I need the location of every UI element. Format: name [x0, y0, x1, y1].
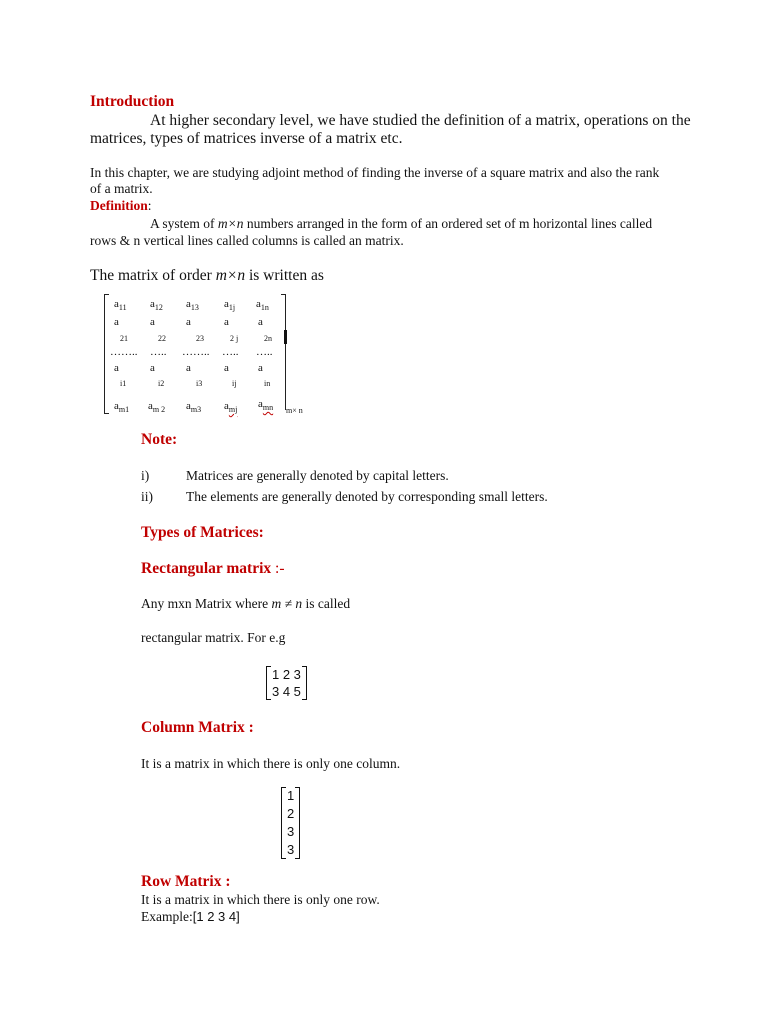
element-a12: $a_{12}$ [150, 298, 163, 313]
order-mxn: m×n [215, 267, 246, 284]
definition-mxn: m×n [217, 216, 244, 231]
order-pre: The matrix of order [90, 267, 216, 284]
rectangular-heading-line [141, 560, 285, 578]
column-text: It is a matrix in which there is only one column. [141, 756, 401, 771]
element-a11: $a_{11}$ [114, 298, 127, 313]
rectangular-heading: Rectangular matrix [141, 560, 272, 577]
matrix-row: 3 4 5 [272, 684, 301, 699]
element-a2n-letter: a [258, 316, 263, 328]
rectangular-line-1 [141, 596, 350, 612]
element-a2n-sub: 2n [264, 334, 272, 343]
element-a21-letter: a [114, 316, 119, 328]
element-a13: $a_{13}$ [186, 298, 199, 313]
element-a1j: $a_{1j}$ [224, 298, 236, 313]
definition-line-2: rows & n vertical lines called columns is called an matrix. [90, 233, 404, 248]
element-a23-sub: 23 [196, 334, 204, 343]
row-text: It is a matrix in which there is only one row. [141, 892, 380, 907]
element-ai2-letter: a [150, 362, 155, 374]
definition-line-1-post: numbers arranged in the form of an ordered set of m horizontal lines called [243, 216, 653, 231]
element-a2j-letter: a [224, 316, 229, 328]
element-a22-letter: a [150, 316, 155, 328]
row-example-label: Example: [141, 909, 193, 924]
element-ain-letter: a [258, 362, 263, 374]
definition-heading: Definition [90, 198, 148, 213]
matrix-row: 2 [287, 806, 295, 821]
column-example-matrix [287, 787, 294, 859]
element-ai1-letter: a [114, 362, 119, 374]
general-matrix [100, 292, 303, 418]
note-item-2-num: ii) [141, 489, 153, 504]
dots-col-5: ….. [256, 346, 273, 358]
order-line [90, 267, 324, 285]
rectangular-line-1-pre: Any mxn Matrix where [141, 596, 272, 611]
element-am2: $a_{m 2}$ [148, 400, 166, 415]
intro-heading: Introduction [90, 93, 175, 110]
note-item-2-text: The elements are generally denoted by corresponding small letters. [186, 489, 548, 504]
element-amn: $a_{mn}$ [258, 398, 274, 413]
matrix-row: 1 [287, 788, 295, 803]
matrix-row: 3 [287, 824, 295, 839]
rectangular-condition: m ≠ n [271, 596, 303, 611]
element-am3: $a_{m3}$ [186, 400, 202, 415]
note-item-1-text: Matrices are generally denoted by capital letters. [186, 468, 449, 483]
matrix-order-subscript: m× n [286, 406, 303, 415]
element-ai3-letter: a [186, 362, 191, 374]
rectangular-example-matrix [272, 666, 301, 700]
rectangular-heading-suffix: :- [271, 560, 285, 577]
row-example-value: [1 2 3 4] [192, 909, 240, 924]
dots-col-3: …….. [182, 346, 210, 358]
dots-col-2: ….. [150, 346, 167, 358]
matrix-row: 1 2 3 [272, 667, 301, 682]
element-a2j-sub: 2 j [230, 334, 239, 343]
element-a21-sub: 21 [120, 334, 128, 343]
element-aij-letter: a [224, 362, 229, 374]
element-ain-sub: in [264, 379, 271, 388]
element-aij-sub: ij [232, 379, 237, 388]
element-ai3-sub: i3 [196, 379, 203, 388]
row-example [141, 909, 240, 925]
intro-line-2: matrices, types of matrices inverse of a matrix etc. [90, 130, 403, 147]
element-a22-sub: 22 [158, 334, 166, 343]
definition-line-1 [150, 216, 652, 232]
element-amj: $a_{mj}$ [224, 400, 238, 415]
element-a1n: $a_{1n}$ [256, 298, 269, 313]
dots-col-4: ….. [222, 346, 239, 358]
intro-line-1: At higher secondary level, we have studied the definition of a matrix, operations on the [150, 112, 691, 129]
chapter-line-2: of a matrix. [90, 181, 153, 196]
matrix-row: 3 [287, 842, 295, 857]
note-item-1-num: i) [141, 468, 150, 483]
order-post: is written as [245, 267, 324, 284]
definition-line-1-pre: A system of [150, 216, 218, 231]
element-ai2-sub: i2 [158, 379, 165, 388]
types-heading: Types of Matrices: [141, 524, 264, 541]
chapter-line-1: In this chapter, we are studying adjoint method of finding the inverse of a square matrix and also the rank [90, 165, 660, 180]
element-a23-letter: a [186, 316, 191, 328]
definition-heading-line [90, 198, 152, 214]
column-heading: Column Matrix : [141, 719, 254, 736]
rectangular-line-2: rectangular matrix. For e.g [141, 630, 286, 645]
definition-colon: : [147, 198, 152, 213]
rectangular-line-1-post: is called [302, 596, 351, 611]
element-am1: $a_{m1}$ [114, 400, 130, 415]
note-heading: Note: [141, 431, 178, 448]
dots-col-1: …….. [110, 346, 138, 358]
row-heading: Row Matrix : [141, 873, 231, 890]
element-ai1-sub: i1 [120, 379, 127, 388]
